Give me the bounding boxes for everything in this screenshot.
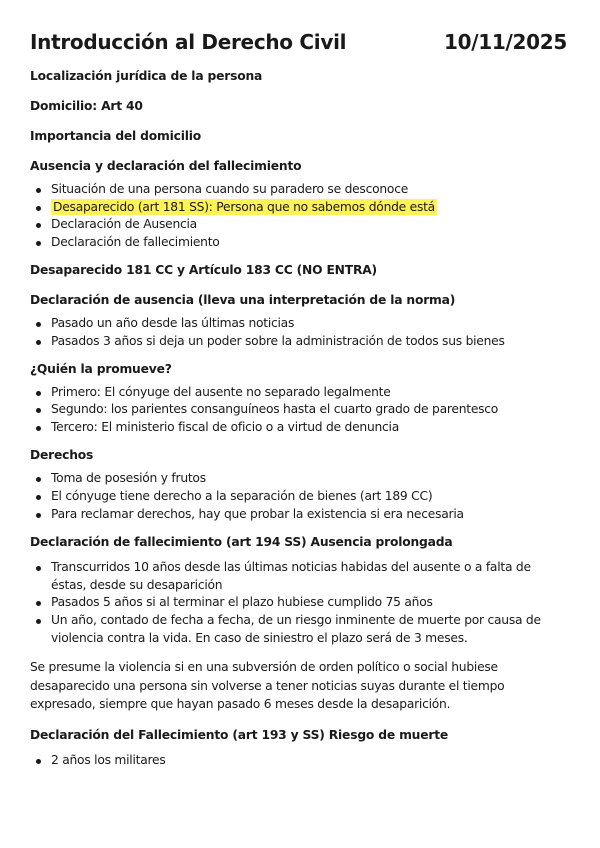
- list-item: Declaración de Ausencia: [51, 216, 567, 234]
- list-derechos: [30, 470, 567, 523]
- heading-fallecimiento: Declaración de fallecimiento (art 194 SS) Ausencia prolongada: [30, 535, 453, 550]
- list-item-highlighted: [51, 199, 567, 217]
- list-item: Toma de posesión y frutos: [51, 470, 567, 488]
- list-item: Pasados 5 años si al terminar el plazo hubiese cumplido 75 años: [51, 594, 567, 612]
- heading-riesgo: Declaración del Fallecimiento (art 193 y SS) Riesgo de muerte: [30, 727, 449, 742]
- list-item: Declaración de fallecimiento: [51, 234, 567, 252]
- list-item: El cónyuge tiene derecho a la separación de bienes (art 189 CC): [51, 488, 567, 506]
- list-fallecimiento: [30, 559, 567, 647]
- list-item: Pasados 3 años si deja un poder sobre la administración de todos sus bienes: [51, 333, 567, 351]
- list-item: Transcurridos 10 años desde las últimas noticias habidas del ausente o a falta de éstas, desde su desaparición: [51, 559, 567, 594]
- heading-domicilio: Domicilio: Art 40: [30, 99, 143, 113]
- document-title: Introducción al Derecho Civil: [30, 30, 347, 54]
- heading-derechos: Derechos: [30, 448, 94, 463]
- heading-localizacion: Localización jurídica de la persona: [30, 69, 263, 83]
- heading-promueve: ¿Quién la promueve?: [30, 361, 172, 376]
- list-item: Para reclamar derechos, hay que probar la existencia si era necesaria: [51, 506, 567, 524]
- heading-desaparecido: Desaparecido 181 CC y Artículo 183 CC (NO ENTRA): [30, 263, 377, 278]
- list-riesgo: [30, 752, 567, 770]
- list-item: Un año, contado de fecha a fecha, de un riesgo inminente de muerte por causa de violencia contra la vida. En caso de siniestro el plazo será de 3 meses.: [51, 612, 567, 647]
- heading-importancia: Importancia del domicilio: [30, 129, 202, 143]
- document-header: [30, 30, 567, 54]
- list-item: Pasado un año desde las últimas noticias: [51, 315, 567, 333]
- list-ausencia: [30, 181, 567, 251]
- heading-declaracion-ausencia: Declaración de ausencia (lleva una interpretación de la norma): [30, 293, 456, 308]
- list-item: Situación de una persona cuando su paradero se desconoce: [51, 181, 567, 199]
- highlight: Desaparecido (art 181 SS): Persona que no sabemos dónde está: [53, 199, 435, 214]
- document-date: 10/11/2025: [444, 30, 567, 54]
- list-promueve: [30, 384, 567, 437]
- list-declaracion-ausencia: [30, 315, 567, 350]
- list-item: Primero: El cónyuge del ausente no separado legalmente: [51, 384, 567, 402]
- heading-ausencia: Ausencia y declaración del fallecimiento: [30, 159, 302, 173]
- list-item: 2 años los militares: [51, 752, 567, 770]
- list-item: Tercero: El ministerio fiscal de oficio o a virtud de denuncia: [51, 419, 567, 437]
- paragraph-violencia: Se presume la violencia si en una subversión de orden político o social hubiese desaparecido una persona sin volverse a tener noticias suyas durante el tiempo expresado, siempre que hayan pasado 6 meses desde la desaparición.: [30, 660, 505, 712]
- document-content: [30, 68, 567, 769]
- list-item: Segundo: los parientes consanguíneos hasta el cuarto grado de parentesco: [51, 401, 567, 419]
